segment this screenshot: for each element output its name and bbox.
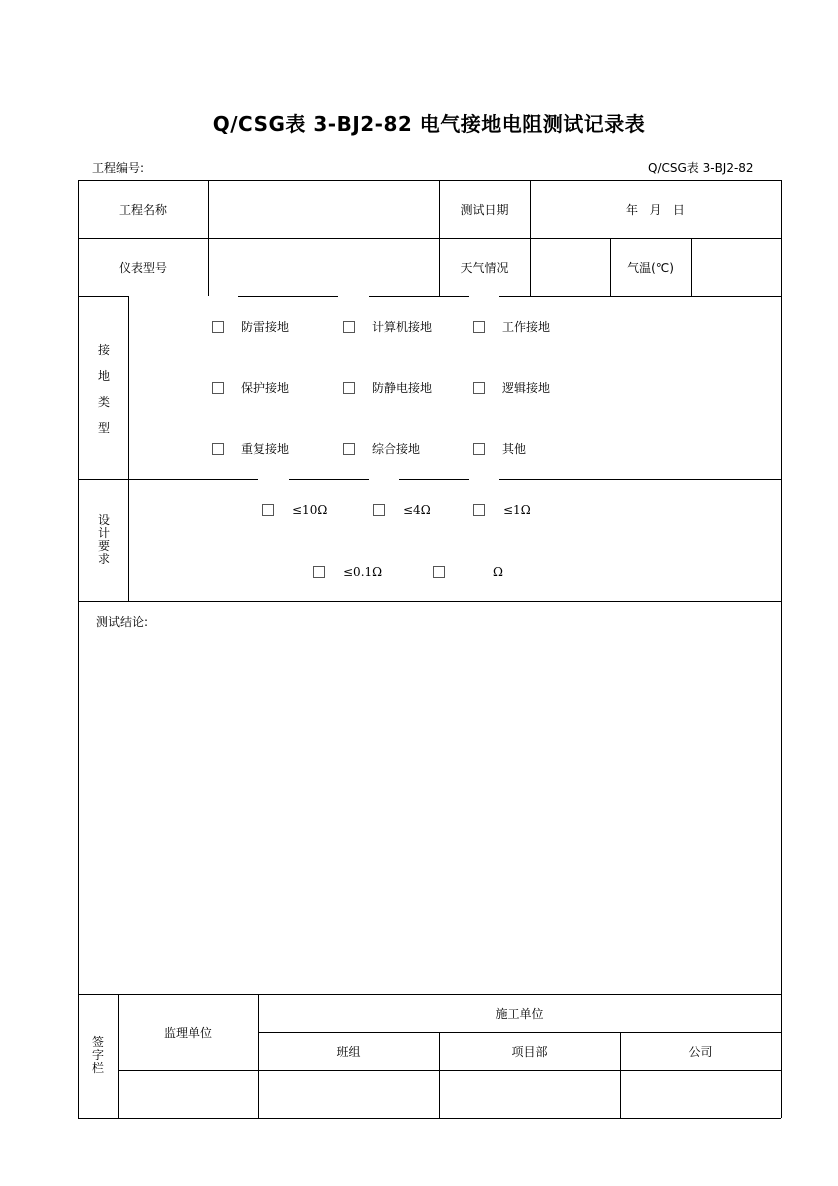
logic-grounding-label: 逻辑接地 bbox=[502, 381, 551, 395]
row-divider-segment bbox=[499, 479, 781, 480]
row-divider-segment bbox=[399, 479, 469, 480]
resistance-custom-checkbox[interactable] bbox=[433, 566, 445, 578]
table-border-right bbox=[781, 180, 782, 1118]
computer-grounding-label: 计算机接地 bbox=[372, 320, 433, 334]
grounding-type-label: 接 地 类 型 bbox=[97, 343, 110, 435]
form-code: Q/CSG表 3-BJ2-82 bbox=[648, 161, 754, 175]
project-name-label: 工程名称 bbox=[118, 202, 167, 217]
row-divider bbox=[78, 296, 129, 297]
project-name-field[interactable] bbox=[208, 180, 439, 238]
column-divider bbox=[128, 296, 129, 601]
project-number-label: 工程编号: bbox=[92, 161, 145, 175]
row-divider-segment bbox=[78, 479, 258, 480]
resistance-10-checkbox[interactable] bbox=[262, 504, 274, 516]
protective-grounding-label: 保护接地 bbox=[241, 381, 290, 395]
combined-grounding-label: 综合接地 bbox=[372, 442, 421, 456]
row-divider-segment bbox=[238, 296, 338, 297]
team-signature-field[interactable] bbox=[259, 1071, 439, 1118]
test-date-field[interactable]: 年 月 日 bbox=[626, 202, 685, 217]
weather-label: 天气情况 bbox=[460, 260, 509, 275]
lightning-grounding-label: 防雷接地 bbox=[241, 320, 290, 334]
project-department-signature-field[interactable] bbox=[440, 1071, 620, 1118]
test-conclusion-label: 测试结论: bbox=[96, 615, 149, 629]
other-grounding-checkbox[interactable] bbox=[473, 443, 485, 455]
resistance-1-checkbox[interactable] bbox=[473, 504, 485, 516]
protective-grounding-checkbox[interactable] bbox=[212, 382, 224, 394]
design-requirement-label: 设 计 要 求 bbox=[97, 513, 110, 566]
resistance-1-label: ≤1Ω bbox=[503, 503, 531, 517]
signature-column-label: 签 字 栏 bbox=[91, 1035, 104, 1075]
row-divider bbox=[78, 601, 781, 602]
resistance-10-label: ≤10Ω bbox=[292, 503, 328, 517]
working-grounding-label: 工作接地 bbox=[502, 320, 551, 334]
project-department-label: 项目部 bbox=[511, 1044, 548, 1059]
other-grounding-label: 其他 bbox=[502, 442, 527, 456]
combined-grounding-checkbox[interactable] bbox=[343, 443, 355, 455]
resistance-0-1-label: ≤0.1Ω bbox=[343, 565, 383, 579]
table-border-bottom bbox=[78, 1118, 781, 1119]
repeated-grounding-checkbox[interactable] bbox=[212, 443, 224, 455]
resistance-4-checkbox[interactable] bbox=[373, 504, 385, 516]
logic-grounding-checkbox[interactable] bbox=[473, 382, 485, 394]
temperature-label: 气温(℃) bbox=[627, 260, 674, 275]
antistatic-grounding-label: 防静电接地 bbox=[372, 381, 433, 395]
supervisor-signature-field[interactable] bbox=[119, 1071, 258, 1118]
row-divider-segment bbox=[369, 296, 469, 297]
lightning-grounding-checkbox[interactable] bbox=[212, 321, 224, 333]
antistatic-grounding-checkbox[interactable] bbox=[343, 382, 355, 394]
working-grounding-checkbox[interactable] bbox=[473, 321, 485, 333]
construction-unit-label: 施工单位 bbox=[495, 1006, 544, 1021]
test-conclusion-field[interactable] bbox=[90, 635, 770, 985]
row-divider-segment bbox=[289, 479, 369, 480]
team-label: 班组 bbox=[336, 1044, 361, 1059]
company-signature-field[interactable] bbox=[621, 1071, 781, 1118]
page-title: Q/CSG表 3-BJ2-82 电气接地电阻测试记录表 bbox=[212, 112, 646, 136]
weather-field[interactable] bbox=[530, 238, 610, 296]
meter-model-label: 仪表型号 bbox=[118, 260, 167, 275]
resistance-custom-label: Ω bbox=[493, 565, 503, 579]
repeated-grounding-label: 重复接地 bbox=[241, 442, 290, 456]
company-label: 公司 bbox=[688, 1044, 713, 1059]
resistance-4-label: ≤4Ω bbox=[403, 503, 431, 517]
supervisor-unit-label: 监理单位 bbox=[163, 1025, 212, 1040]
temperature-field[interactable] bbox=[691, 238, 781, 296]
test-date-label: 测试日期 bbox=[460, 202, 509, 217]
computer-grounding-checkbox[interactable] bbox=[343, 321, 355, 333]
table-border-left bbox=[78, 180, 79, 1118]
meter-model-field[interactable] bbox=[208, 238, 439, 296]
resistance-0-1-checkbox[interactable] bbox=[313, 566, 325, 578]
row-divider-segment bbox=[499, 296, 781, 297]
